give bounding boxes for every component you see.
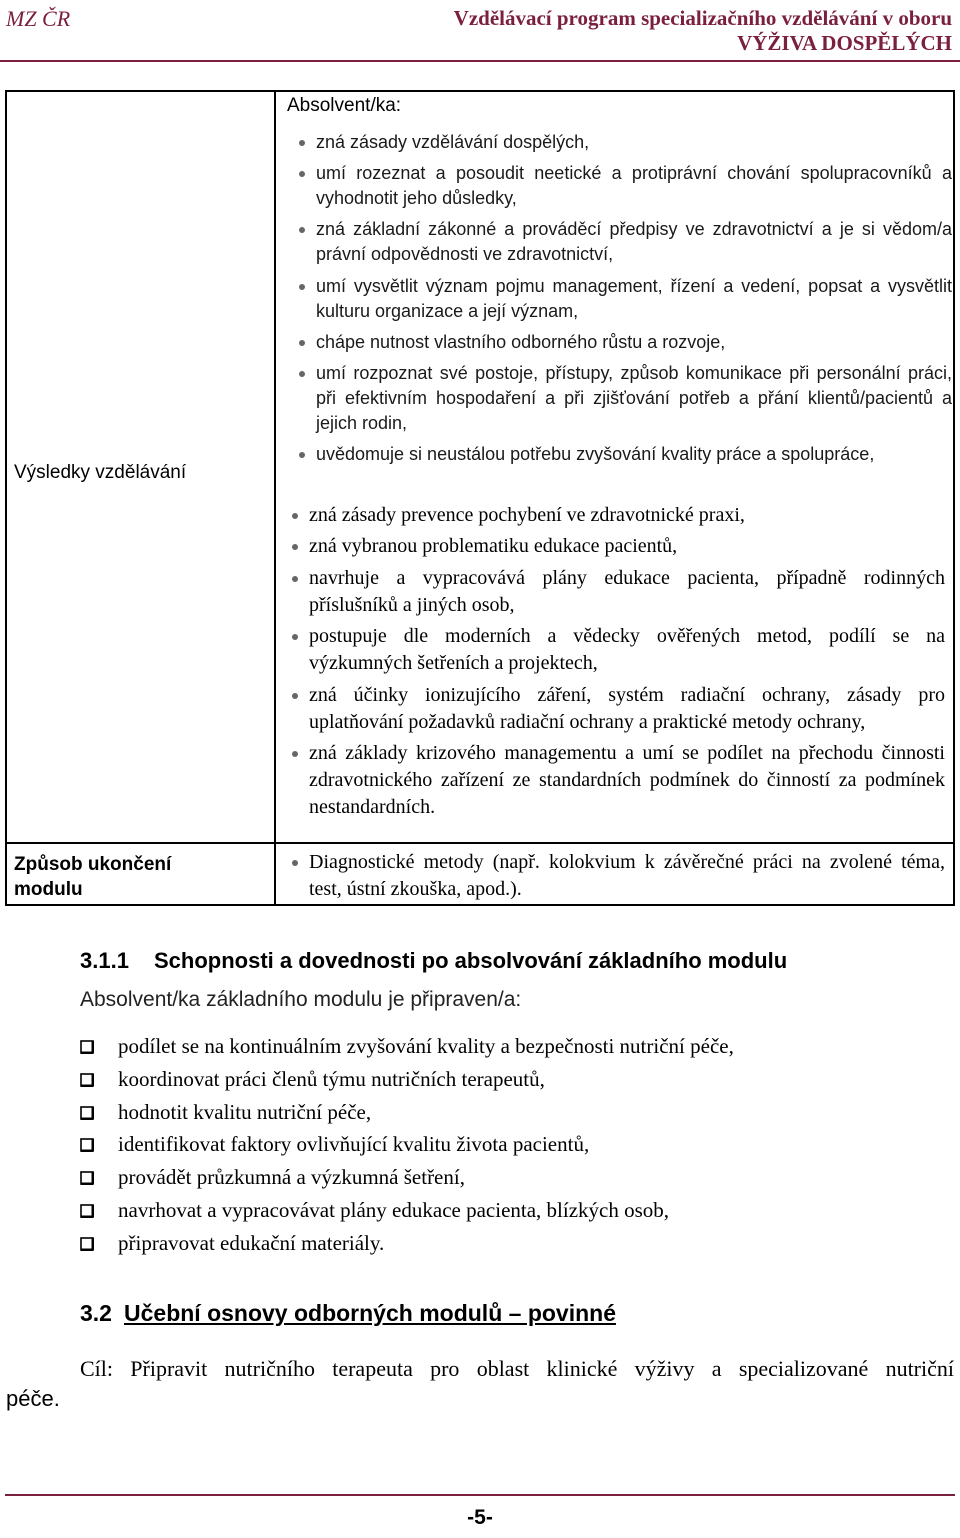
list-item: chápe nutnost vlastního odborného růstu a rozvoje, bbox=[316, 330, 952, 355]
list-item: uvědomuje si neustálou potřebu zvyšování kvality práce a spolupráce, bbox=[316, 442, 952, 467]
list-item: provádět průzkumná a výzkumná šetření, bbox=[118, 1161, 734, 1194]
section-goal-line1: Cíl: Připravit nutričního terapeuta pro oblast klinické výživy a specializované nutriční bbox=[80, 1356, 954, 1381]
list-item: navrhovat a vypracovávat plány edukace pacienta, blízkých osob, bbox=[118, 1194, 734, 1227]
list-item: zná základní zákonné a prováděcí předpisy ve zdravotnictví a je si vědom/a právní odpovědnosti ve zdravotnictví, bbox=[316, 217, 952, 267]
completion-methods-list bbox=[309, 849, 945, 903]
list-item: postupuje dle moderních a vědecky ověřených metod, podílí se na výzkumných šetřeních a projektech, bbox=[309, 623, 945, 677]
table-column-divider bbox=[274, 92, 276, 904]
outcomes-list-professional bbox=[309, 502, 945, 825]
list-item: zná účinky ionizujícího záření, systém radiační ochrany, zásady pro uplatňování požadavků radiační ochrany a praktické metody ochrany, bbox=[309, 682, 945, 736]
section-title: Schopnosti a dovednosti po absolvování základního modulu bbox=[154, 948, 788, 973]
section-heading-3-2 bbox=[80, 1300, 616, 1327]
list-item: umí vysvětlit význam pojmu management, řízení a vedení, popsat a vysvětlit kulturu organizace a její význam, bbox=[316, 274, 952, 324]
list-item: identifikovat faktory ovlivňující kvalitu života pacientů, bbox=[118, 1128, 734, 1161]
section-heading-3-1-1 bbox=[80, 948, 787, 974]
list-item: zná zásady prevence pochybení ve zdravotnické praxi, bbox=[309, 502, 945, 529]
section-title: Učební osnovy odborných modulů – povinné bbox=[124, 1300, 616, 1326]
section-number: 3.2 bbox=[80, 1300, 112, 1326]
list-item: zná zásady vzdělávání dospělých, bbox=[316, 130, 952, 155]
list-item: umí rozeznat a posoudit neetické a protiprávní chování spolupracovníků a vyhodnotit jeho důsledky, bbox=[316, 161, 952, 211]
table-row-divider bbox=[7, 842, 953, 844]
checkbox-icon bbox=[80, 1138, 94, 1152]
list-item: podílet se na kontinuálním zvyšování kvality a bezpečnosti nutriční péče, bbox=[118, 1030, 734, 1063]
section-number: 3.1.1 bbox=[80, 948, 129, 973]
checkbox-icon bbox=[80, 1106, 94, 1120]
skills-list bbox=[118, 1030, 734, 1260]
checkbox-icon bbox=[80, 1073, 94, 1087]
list-item: navrhuje a vypracovává plány edukace pacienta, případně rodinných příslušníků a jiných osob, bbox=[309, 565, 945, 619]
checkbox-icon bbox=[80, 1204, 94, 1218]
header-title-line1: Vzdělávací program specializačního vzdělávání v oboru bbox=[453, 6, 952, 30]
header-left-ministry: MZ ČR bbox=[6, 6, 71, 31]
checkbox-icon bbox=[80, 1040, 94, 1054]
header-divider bbox=[0, 60, 960, 62]
page-number: -5- bbox=[467, 1506, 493, 1529]
outcomes-list-general bbox=[316, 130, 952, 473]
list-item: koordinovat práci členů týmu nutričních terapeutů, bbox=[118, 1063, 734, 1096]
header-right-title bbox=[454, 6, 952, 56]
section-intro: Absolvent/ka základního modulu je připraven/a: bbox=[80, 988, 522, 1011]
list-item: umí rozpoznat své postoje, přístupy, způsob komunikace při personální práci, při efektivním hospodaření a při zjišťování potřeb a přání klientů/pacientů a jejich rodin, bbox=[316, 361, 952, 436]
row-label-outcomes: Výsledky vzdělávání bbox=[14, 462, 187, 483]
outcomes-intro: Absolvent/ka: bbox=[287, 95, 402, 116]
checkbox-icon bbox=[80, 1237, 94, 1251]
row-label-completion: Způsob ukončení modulu bbox=[14, 854, 172, 900]
checkbox-icon bbox=[80, 1171, 94, 1185]
footer-divider bbox=[5, 1494, 955, 1496]
list-item: hodnotit kvalitu nutriční péče, bbox=[118, 1096, 734, 1129]
header-title-line2: VÝŽIVA DOSPĚLÝCH bbox=[737, 31, 952, 55]
list-item: zná základy krizového managementu a umí se podílet na přechodu činnosti zdravotnického zařízení ze standardních podmínek do činností za podmínek nestandardních. bbox=[309, 740, 945, 821]
list-item: připravovat edukační materiály. bbox=[118, 1227, 734, 1260]
list-item: Diagnostické metody (např. kolokvium k závěrečné práci na zvolené téma, test, ústní zkouška, apod.). bbox=[309, 849, 945, 903]
section-goal-line2: péče. bbox=[6, 1386, 60, 1411]
list-item: zná vybranou problematiku edukace pacientů, bbox=[309, 533, 945, 560]
